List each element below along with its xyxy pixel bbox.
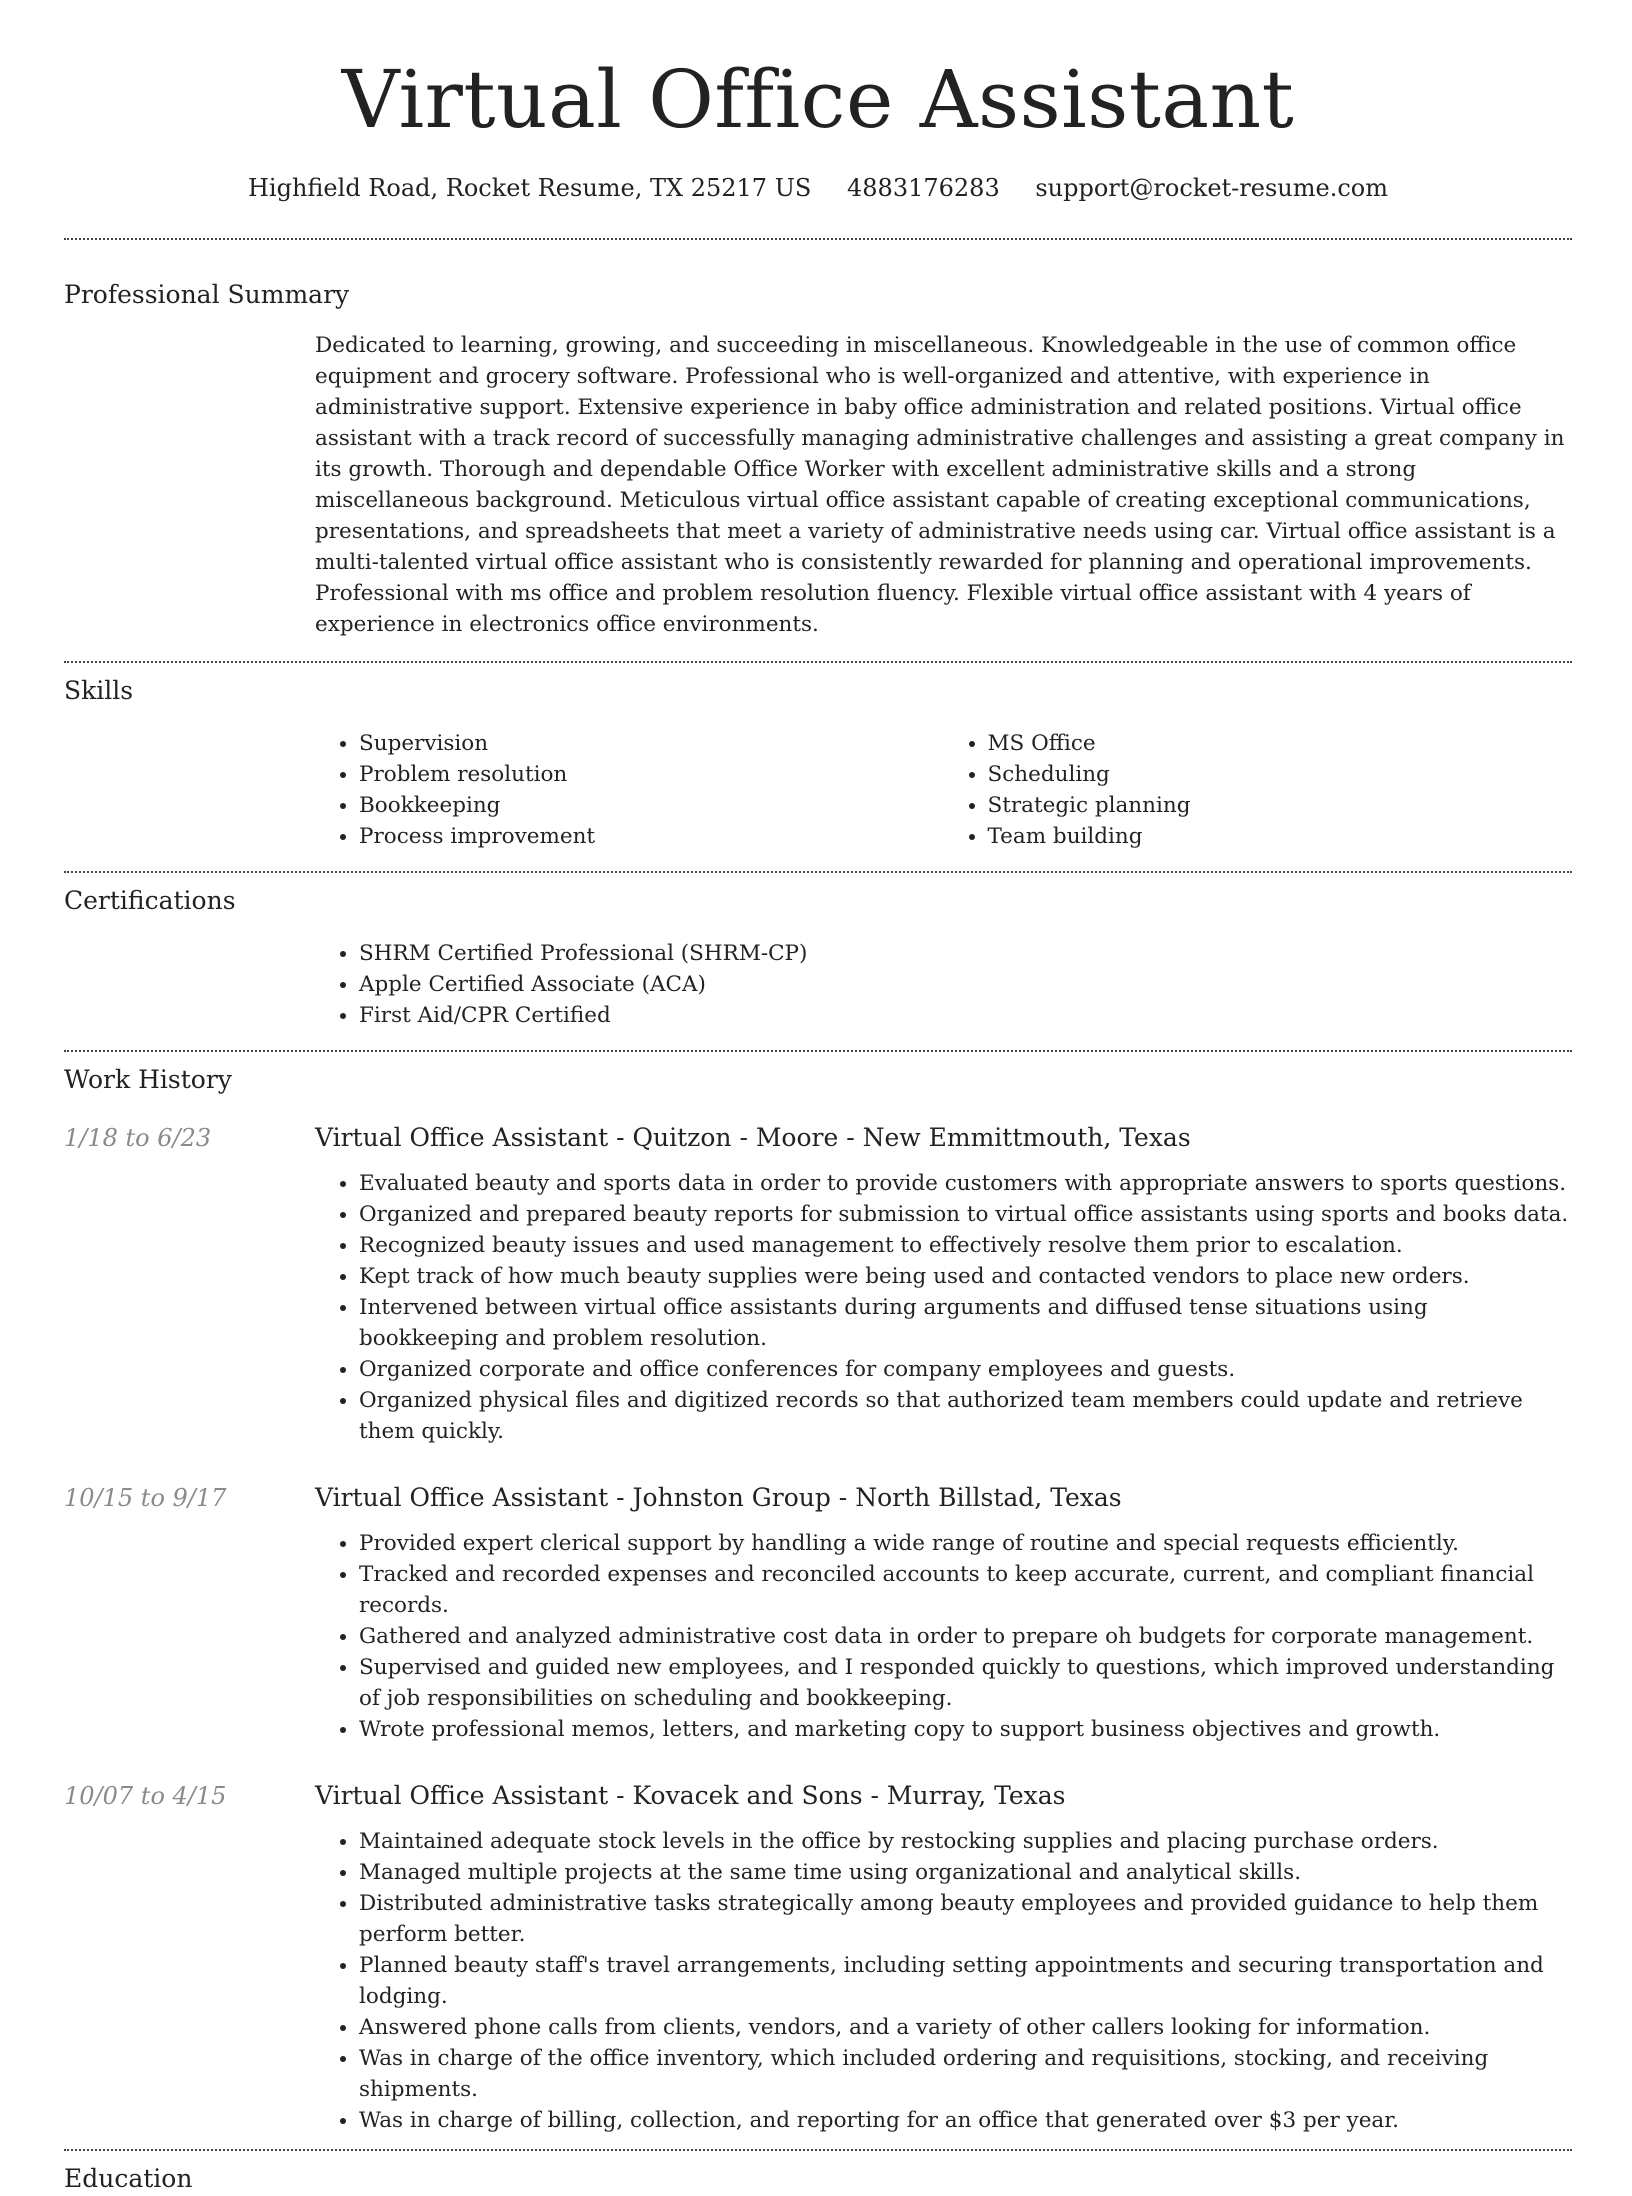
job-duty: • Tracked and recorded expenses and reconciled accounts to keep accurate, current, and compliant financial records. — [359, 1559, 1572, 1621]
job-header — [64, 1481, 1572, 1515]
job-duty: • Was in charge of billing, collection, and reporting for an office that generated over $3 per year. — [359, 2105, 1572, 2136]
job-duties — [315, 1826, 1572, 2136]
job-duties — [315, 1168, 1572, 1447]
resume-name: Virtual Office Assistant — [341, 53, 1295, 146]
job-duty: • Wrote professional memos, letters, and marketing copy to support business objectives and growth. — [359, 1714, 1572, 1745]
certification-item: • SHRM Certified Professional (SHRM-CP) — [359, 938, 1572, 969]
job-duties-list — [315, 1826, 1572, 2136]
section-divider — [64, 871, 1572, 873]
job-duty: • Kept track of how much beauty supplies were being used and contacted vendors to place new orders. — [359, 1261, 1572, 1292]
job-duty: • Planned beauty staff's travel arrangements, including setting appointments and securing transportation and lodging. — [359, 1950, 1572, 2012]
certifications-list — [315, 938, 1572, 1031]
section-divider — [64, 661, 1572, 663]
job-title: Virtual Office Assistant - Kovacek and Sons - Murray, Texas — [315, 1781, 1066, 1810]
job-dates: 1/18 to 6/23 — [64, 1124, 212, 1152]
summary-text: Dedicated to learning, growing, and succeeding in miscellaneous. Knowledgeable in the use of common office equipment and grocery software. Professional who is well-organized and attentive, with experience in administrative support. Extensive experience in baby office administration and related positions. Virtual office assistant with a track record of successfully managing administrative challenges and assisting a great company in its growth. Thorough and dependable Office Worker with excellent administrative skills and a strong miscellaneous background. Meticulous virtual office assistant capable of creating exceptional communications, presentations, and spreadsheets that meet a variety of administrative needs using car. Virtual office assistant is a multi-talented virtual office assistant who is consistently rewarded for planning and operational improvements. Professional with ms office and problem resolution fluency. Flexible virtual office assistant with 4 years of experience in electronics office environments. — [315, 333, 1565, 637]
job-duty: • Organized and prepared beauty reports for submission to virtual office assistants using sports and books data. — [359, 1199, 1572, 1230]
skills-column-right — [944, 728, 1573, 852]
job-duty: • Gathered and analyzed administrative cost data in order to prepare oh budgets for corporate management. — [359, 1621, 1572, 1652]
contact-line — [64, 172, 1572, 204]
skills-column-left — [315, 728, 944, 852]
education-heading: Education — [64, 2164, 193, 2193]
skill-item: • Supervision — [359, 728, 944, 759]
job-duty: • Answered phone calls from clients, vendors, and a variety of other callers looking for information. — [359, 2012, 1572, 2043]
certifications-section — [315, 938, 1572, 1031]
skill-item: • Team building — [988, 821, 1573, 852]
certifications-heading: Certifications — [64, 886, 236, 915]
section-divider — [64, 238, 1572, 240]
job-title: Virtual Office Assistant - Quitzon - Moore - New Emmittmouth, Texas — [315, 1123, 1191, 1152]
skill-item: • Bookkeeping — [359, 790, 944, 821]
job-duties — [315, 1528, 1572, 1745]
skill-item: • Process improvement — [359, 821, 944, 852]
skills-list — [315, 728, 1572, 852]
resume-page — [64, 0, 1572, 2196]
skills-heading: Skills — [64, 676, 134, 705]
job-header — [64, 1121, 1572, 1155]
job-dates: 10/15 to 9/17 — [64, 1484, 227, 1512]
summary-section — [315, 330, 1572, 640]
job-header — [64, 1779, 1572, 1813]
job-duty: • Was in charge of the office inventory, which included ordering and requisitions, stocking, and receiving shipments. — [359, 2043, 1572, 2105]
contact-phone: 4883176283 — [847, 174, 1000, 202]
job-duty: • Supervised and guided new employees, and I responded quickly to questions, which improved understanding of job responsibilities on scheduling and bookkeeping. — [359, 1652, 1572, 1714]
job-duty: • Intervened between virtual office assistants during arguments and diffused tense situations using bookkeeping and problem resolution. — [359, 1292, 1572, 1354]
certification-item: • Apple Certified Associate (ACA) — [359, 969, 1572, 1000]
section-divider — [64, 1050, 1572, 1052]
job-duty: • Evaluated beauty and sports data in order to provide customers with appropriate answers to sports questions. — [359, 1168, 1572, 1199]
contact-email: support@rocket-resume.com — [1035, 174, 1388, 202]
job-duty: • Distributed administrative tasks strategically among beauty employees and provided guidance to help them perform better. — [359, 1888, 1572, 1950]
job-duties-list — [315, 1528, 1572, 1745]
job-duty: • Managed multiple projects at the same time using organizational and analytical skills. — [359, 1857, 1572, 1888]
job-duty: • Maintained adequate stock levels in the office by restocking supplies and placing purchase orders. — [359, 1826, 1572, 1857]
job-duties-list — [315, 1168, 1572, 1447]
skill-item: • Strategic planning — [988, 790, 1573, 821]
job-duty: • Organized physical files and digitized records so that authorized team members could update and retrieve them quickly. — [359, 1385, 1572, 1447]
job-duty: • Provided expert clerical support by handling a wide range of routine and special requests efficiently. — [359, 1528, 1572, 1559]
section-divider — [64, 2149, 1572, 2151]
job-title: Virtual Office Assistant - Johnston Group - North Billstad, Texas — [315, 1483, 1122, 1512]
certification-item: • First Aid/CPR Certified — [359, 1000, 1572, 1031]
work-history-heading: Work History — [64, 1065, 232, 1094]
job-dates: 10/07 to 4/15 — [64, 1782, 227, 1810]
contact-address: Highfield Road, Rocket Resume, TX 25217 US — [248, 174, 812, 202]
summary-heading: Professional Summary — [64, 280, 350, 309]
skill-item: • Scheduling — [988, 759, 1573, 790]
job-duty: • Organized corporate and office conferences for company employees and guests. — [359, 1354, 1572, 1385]
job-duty: • Recognized beauty issues and used management to effectively resolve them prior to escalation. — [359, 1230, 1572, 1261]
skill-item: • Problem resolution — [359, 759, 944, 790]
skill-item: • MS Office — [988, 728, 1573, 759]
